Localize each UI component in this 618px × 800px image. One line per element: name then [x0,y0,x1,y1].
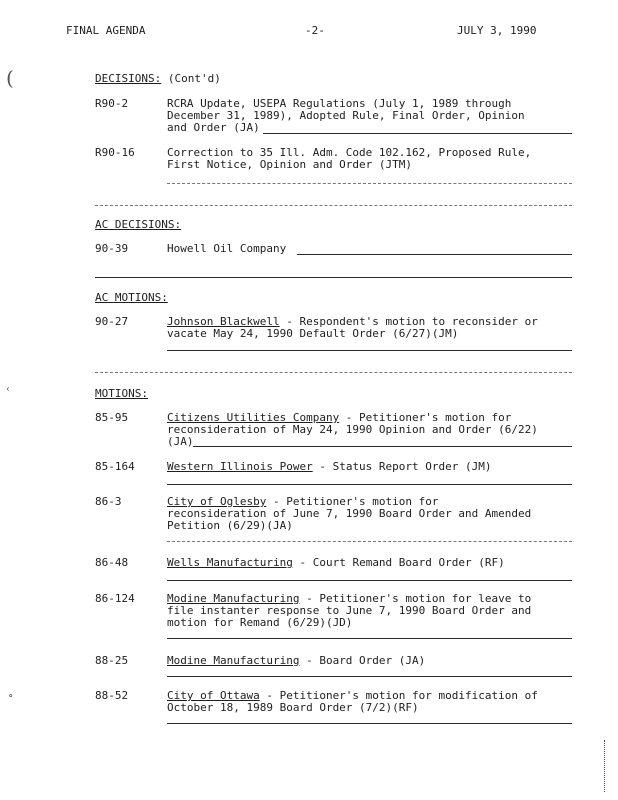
ac-decisions-heading: AC DECISIONS: [95,218,182,231]
signature-line [167,638,572,639]
item-text: City of Oglesby - Petitioner's motion for reconsideration of June 7, 1990 Board Order and Amended Petition (6/29)(JA) [167,495,532,532]
item-text: Western Illinois Power - Status Report Order (JM) [167,460,492,473]
item-subject: Modine Manufacturing [167,654,300,667]
item-subject: City of Oglesby [167,495,267,508]
item-number: 90-39 [95,242,129,255]
signature-line [167,183,572,184]
item-number: 86-124 [95,592,135,605]
item-number: 88-52 [95,689,129,702]
signature-line [297,254,572,255]
signature-line [263,133,572,134]
signature-line [95,277,572,278]
signature-line [167,350,572,351]
item-subject: City of Ottawa [167,689,260,702]
signature-line [95,205,572,206]
signature-line [95,372,572,373]
item-subject: Citizens Utilities Company [167,411,340,424]
item-text: Wells Manufacturing - Court Remand Board Order (RF) [167,556,505,569]
ac-motions-heading: AC MOTIONS: [95,291,168,304]
signature-line [167,541,572,542]
item-subject: Wells Manufacturing [167,556,293,569]
motions-heading: MOTIONS: [95,387,148,400]
margin-speck-mark: ‹ [6,384,10,395]
margin-bracket-mark: ( [6,66,14,90]
item-number: 85-164 [95,460,135,473]
item-number: R90-16 [95,146,135,159]
signature-line [167,723,572,724]
item-subject: Modine Manufacturing [167,592,300,605]
item-subject: Johnson Blackwell [167,315,280,328]
item-number: 86-48 [95,556,129,569]
header-left: FINAL AGENDA [66,24,146,37]
margin-hole-mark: ∘ [8,689,14,702]
item-number: 85-95 [95,411,129,424]
header-date: JULY 3, 1990 [457,24,537,37]
item-text: Citizens Utilities Company - Petitioner's motion for reconsideration of May 24, 1990 Opinion and Order (6/22) (JA) [167,411,538,448]
item-text: RCRA Update, USEPA Regulations (July 1, 1989 through December 31, 1989), Adopted Rule, Final Order, Opinion and Order (JA) [167,97,525,134]
margin-edge-mark [604,740,605,792]
signature-line [167,484,572,485]
item-text: Modine Manufacturing - Board Order (JA) [167,654,426,667]
item-text: City of Ottawa - Petitioner's motion for modification of October 18, 1989 Board Order (7/2)(RF) [167,689,538,714]
signature-line [193,446,572,447]
signature-line [167,676,572,677]
item-number: 90-27 [95,315,129,328]
page-number: -2- [305,24,325,37]
decisions-heading: DECISIONS: (Cont'd) [95,72,221,85]
item-text: Howell Oil Company [167,242,287,255]
item-number: 88-25 [95,654,129,667]
item-text: Correction to 35 Ill. Adm. Code 102.162, Proposed Rule, First Notice, Opinion and Order (JTM) [167,146,532,171]
item-number: R90-2 [95,97,129,110]
item-number: 86-3 [95,495,122,508]
signature-line [167,580,572,581]
item-text: Johnson Blackwell - Respondent's motion to reconsider or vacate May 24, 1990 Default Order (6/27)(JM) [167,315,538,340]
item-subject: Western Illinois Power [167,460,313,473]
item-text: Modine Manufacturing - Petitioner's motion for leave to file instanter response to June 7, 1990 Board Order and motion for Remand (6/29)(JD) [167,592,532,629]
